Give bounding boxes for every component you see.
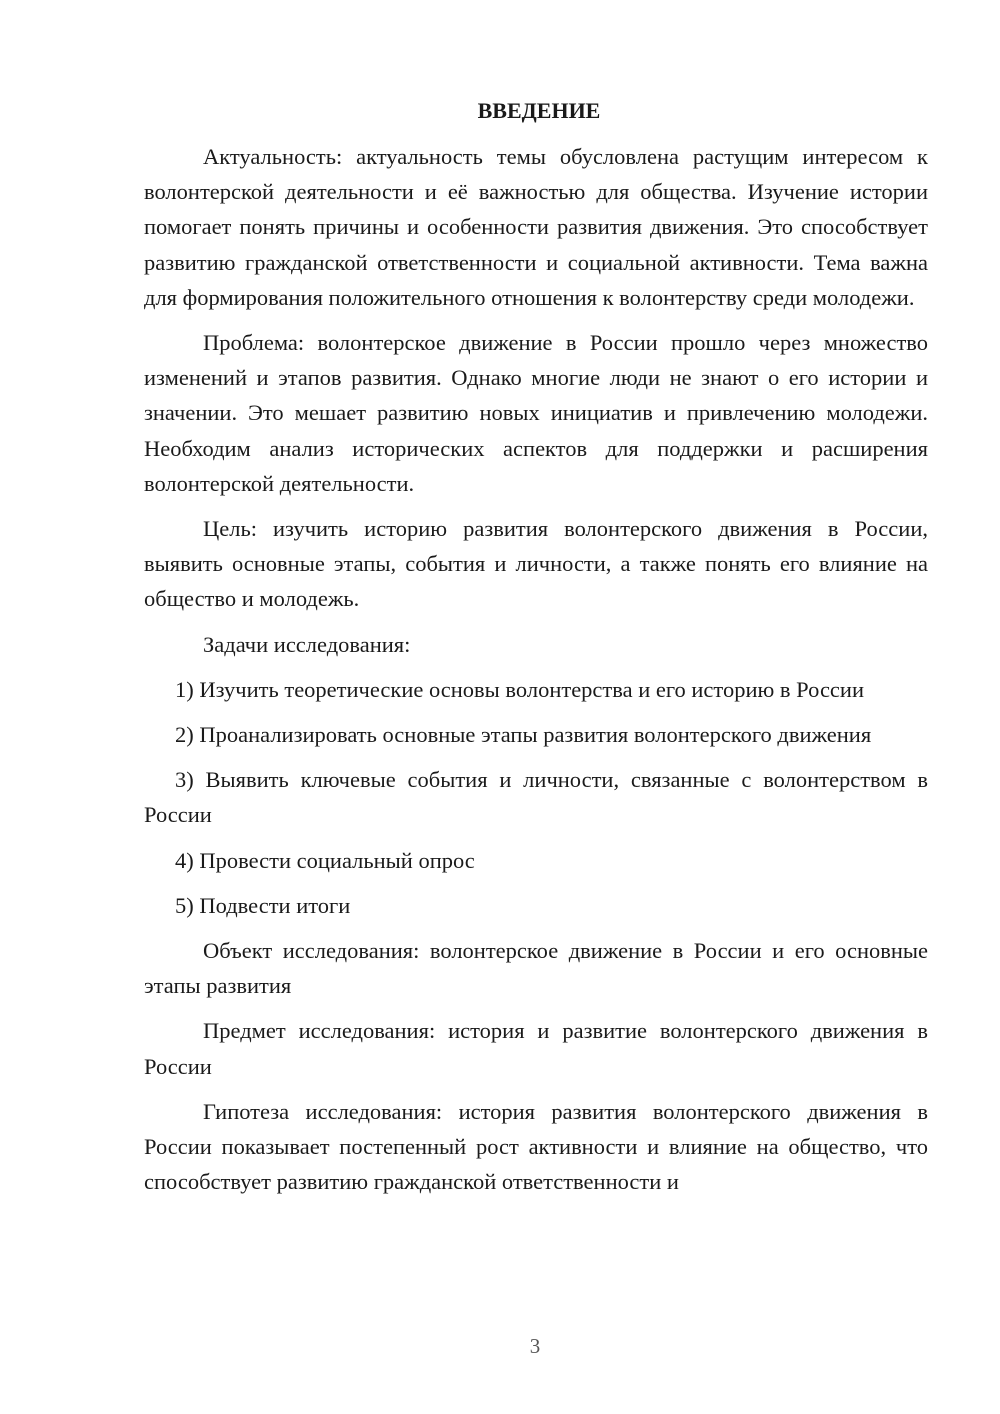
task-item-1: 1) Изучить теоретические основы волонтерства и его историю в России [175, 676, 864, 702]
task-item-5: 5) Подвести итоги [175, 892, 351, 918]
section-title: ВВЕДЕНИЕ [477, 98, 601, 123]
task-item-2: 2) Проанализировать основные этапы развития волонтерского движения [175, 722, 872, 748]
page-number: 3 [529, 1334, 541, 1358]
object-paragraph: Объект исследования: волонтерское движение в России и его основные этапы развития [144, 938, 928, 999]
tasks-heading: Задачи исследования: [203, 631, 411, 657]
hypothesis-paragraph: Гипотеза исследования: история развития волонтерского движения в России показывает постепенный рост активности и влияние на общество, что способствует развитию гражданской ответственности и [144, 1098, 928, 1195]
relevance-paragraph: Актуальность: актуальность темы обусловлена растущим интересом к волонтерской деятельности и её важностью для общества. Изучение истории помогает понять причины и особенности развития движения. Это способствует развитию гражданской ответственности и социальной активности. Тема важна для формирования положительного отношения к волонтерству среди молодежи. [144, 144, 928, 310]
page-content [144, 96, 928, 1209]
subject-paragraph: Предмет исследования: история и развитие волонтерского движения в России [144, 1018, 928, 1079]
task-item-3: 3) Выявить ключевые события и личности, связанные с волонтерством в России [144, 767, 928, 828]
goal-paragraph: Цель: изучить историю развития волонтерского движения в России, выявить основные этапы, события и личности, а также понять его влияние на общество и молодежь. [144, 516, 928, 612]
task-item-4: 4) Провести социальный опрос [175, 847, 475, 873]
problem-paragraph: Проблема: волонтерское движение в России прошло через множество изменений и этапов развития. Однако многие люди не знают о его истории и значении. Это мешает развитию новых инициатив и привлечению молодежи. Необходим анализ исторических аспектов для поддержки и расширения волонтерской деятельности. [144, 330, 928, 496]
